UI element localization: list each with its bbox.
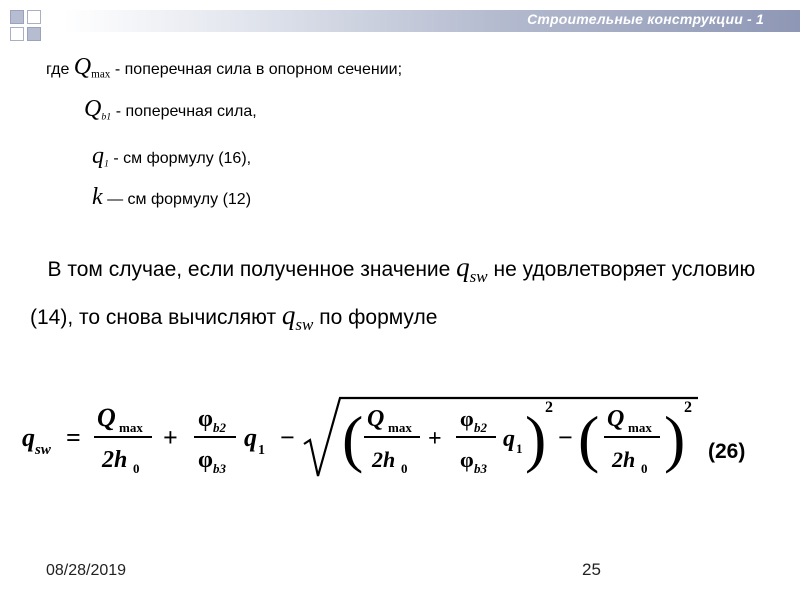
svg-text:): ) <box>664 403 686 474</box>
footer-date: 08/28/2019 <box>46 562 127 579</box>
svg-text:(: ( <box>578 403 600 474</box>
definition-subscript: b1 <box>101 111 112 123</box>
definition-line <box>84 96 257 123</box>
math-subscript: sw <box>295 314 314 334</box>
definition-line <box>92 143 251 170</box>
header-title: Строительные конструкции - 1 <box>527 11 764 27</box>
definition-prefix: где <box>46 61 74 78</box>
definition-line <box>46 54 402 81</box>
definition-subscript: 1 <box>104 158 109 170</box>
decor-square <box>27 10 41 24</box>
svg-text:φ: φ <box>198 447 213 473</box>
svg-text:): ) <box>525 403 547 474</box>
svg-text:2: 2 <box>684 399 692 416</box>
equation-number: (26) <box>708 440 746 463</box>
svg-text:φ: φ <box>460 447 474 472</box>
svg-text:2h: 2h <box>102 447 128 473</box>
svg-text:+: + <box>163 423 178 452</box>
svg-text:2h: 2h <box>612 447 636 472</box>
decor-square <box>27 27 41 41</box>
svg-text:1: 1 <box>516 441 523 456</box>
svg-text:+: + <box>428 426 442 452</box>
decor-square <box>10 10 24 24</box>
decor-square <box>10 27 24 41</box>
definition-symbol: k <box>92 184 103 210</box>
svg-text:q: q <box>22 423 35 452</box>
svg-text:max: max <box>628 420 652 435</box>
definition-subscript: max <box>91 68 111 81</box>
svg-text:(: ( <box>342 403 364 474</box>
svg-text:b2: b2 <box>474 420 487 435</box>
svg-text:q: q <box>503 426 515 452</box>
page-number: 25 <box>582 560 601 579</box>
svg-text:max: max <box>388 420 412 435</box>
definition-text: - см формулу (16), <box>108 150 252 167</box>
formula <box>22 392 702 487</box>
svg-text:2h: 2h <box>372 447 396 472</box>
svg-text:b3: b3 <box>474 461 487 476</box>
definition-text: - поперечная сила, <box>111 103 257 120</box>
svg-text:0: 0 <box>641 461 648 476</box>
svg-text:0: 0 <box>133 461 140 476</box>
definition-symbol: Q <box>73 54 92 80</box>
svg-text:2: 2 <box>545 399 553 416</box>
svg-text:−: − <box>280 423 295 452</box>
definition-symbol: Q <box>84 96 102 122</box>
definition-line <box>92 184 251 211</box>
math-symbol: q <box>456 252 470 282</box>
svg-text:−: − <box>558 423 573 452</box>
definition-symbol: q <box>92 143 104 169</box>
svg-text:Q: Q <box>97 403 116 432</box>
formula-svg <box>22 392 702 482</box>
svg-text:0: 0 <box>401 461 408 476</box>
definition-text: — см формулу (12) <box>102 191 252 208</box>
svg-text:b2: b2 <box>213 420 226 435</box>
svg-text:Q: Q <box>367 406 385 432</box>
definition-text: - поперечная сила в опорном сечении; <box>110 61 403 78</box>
svg-text:Q: Q <box>607 406 625 432</box>
math-subscript: sw <box>469 266 488 286</box>
body-paragraph: В том случае, если полученное значение $q_{sw}$ не удовлетворяет условию (14), то снова вычисляют $q_{sw}$ по формуле <box>30 252 756 334</box>
svg-text:max: max <box>119 420 143 435</box>
svg-text:sw: sw <box>35 442 51 458</box>
svg-text:φ: φ <box>198 406 213 432</box>
svg-text:q: q <box>244 423 257 452</box>
math-symbol: q <box>281 299 296 330</box>
svg-text:φ: φ <box>460 406 474 431</box>
svg-text:1: 1 <box>258 443 265 458</box>
svg-text:b3: b3 <box>213 461 226 476</box>
svg-text:=: = <box>66 423 81 452</box>
